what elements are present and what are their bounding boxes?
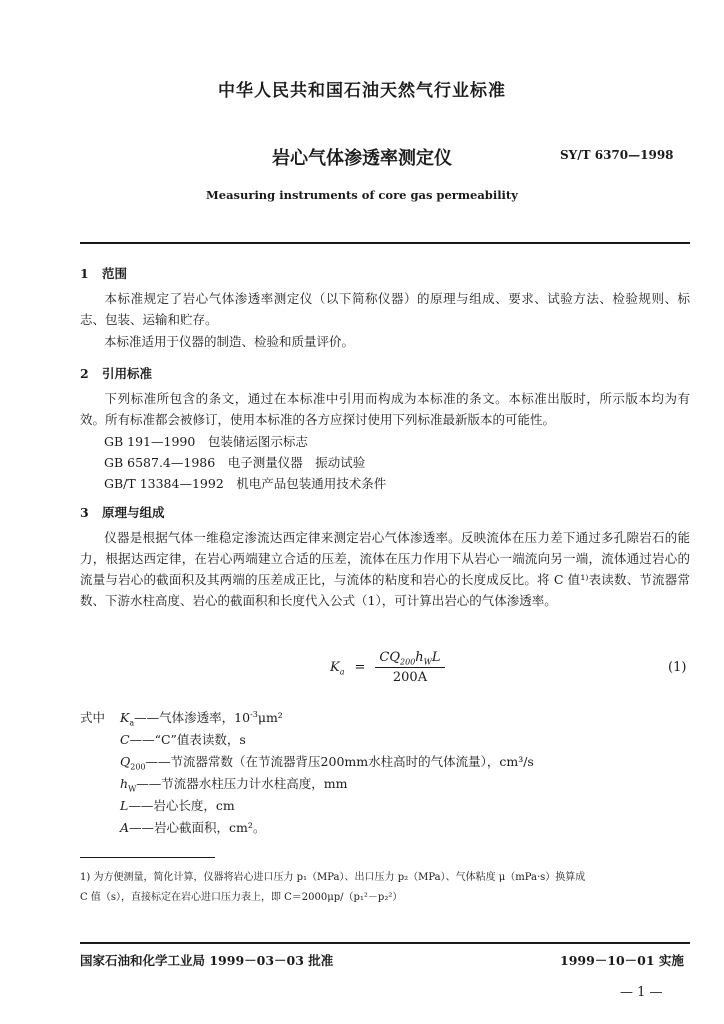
section-3-paragraph: 仪器是根据气体一维稳定渗流达西定律来测定岩心气体渗透率。反映流体在压力差下通过多孔隙岩石的能力，根据达西定律，在岩心两端建立合适的压差，流体在压力作用下从岩心一端流向另一端，流体通过岩心的流量与岩心的截面积及其两端的压差成正比，与流体的粘度和岩心的长度成反比。将 C 值¹⁾表读数、节流器常数、下游水柱高度、岩心的截面积和长度代入公式（1），可计算出岩心的气体渗透率。 [80,530,690,608]
formula-number: (1) [668,660,687,675]
document-title: 岩心气体渗透率测定仪 [272,148,452,169]
formula-denominator: 200A [392,670,428,685]
section-title: 范围 [102,266,128,281]
section-title: 原理与组成 [102,505,165,520]
footnote-line: C 值（s），直接标定在岩心进口压力表上，即 C＝2000μp/（p₁²－p₂²） [80,892,403,903]
document-title-english: Measuring instruments of core gas permeability [206,188,518,202]
standard-code: SY/T 6370—1998 [560,148,674,162]
industry-standard-title: 中华人民共和国石油天然气行业标准 [218,81,506,101]
effective-date: 1999－10－01 实施 [560,953,684,968]
page-number: — 1 — [620,985,663,1000]
formula-fraction [375,650,444,685]
permeability-formula [330,650,445,685]
where-label: 式中 [80,710,106,725]
section-title: 引用标准 [102,366,153,381]
footer-rule [80,942,690,944]
section-3-heading [80,503,165,521]
section-1-paragraph: 本标准适用于仪器的制造、检验和质量评价。 [104,334,355,349]
variable-definition: $h_W——$节流器水柱压力计水柱高度，mm [120,776,348,794]
variable-definition: A——岩心截面积，cm²。 [120,820,266,835]
section-2-heading [80,364,152,382]
reference-item: GB 6587.4—1986 电子测量仪器 振动试验 [104,455,366,470]
approval-note: 国家石油和化学工业局 1999－03－03 批准 [80,953,334,968]
variable-definition: $Q_{200}——$节流器常数（在节流器背压200mm水柱高时的气体流量），cm³/s [120,754,534,772]
section-2-paragraph: 下列标准所包含的条文，通过在本标准中引用而构成为本标准的条文。本标准出版时，所示版本均为有效。所有标准都会被修订，使用本标准的各方应探讨使用下列标准最新版本的可能性。 [80,391,690,427]
variable-definition: C——“C”值表读数，s [120,732,246,747]
formula-lhs: $K_a$ [330,660,345,677]
reference-item: GB/T 13384—1992 机电产品包装通用技术条件 [104,476,387,491]
header-rule [80,242,690,244]
reference-item: GB 191—1990 包装储运图示标志 [104,434,308,449]
section-1-paragraph: 本标准规定了岩心气体渗透率测定仪（以下简称仪器）的原理与组成、要求、试验方法、检验规则、标志、包装、运输和贮存。 [80,291,690,327]
section-number: 2 [80,366,89,381]
variable-definition: $K_a——$气体渗透率，$10^{-3}\mu m^2$ [120,709,283,728]
footnote-rule [80,857,215,858]
formula-equals: = [354,660,366,675]
section-number: 1 [80,266,89,281]
section-number: 3 [80,505,89,520]
section-1-heading [80,264,127,282]
formula-numerator: $CQ_{200}h_WL$ [375,650,444,668]
footnote-line: 1) 为方便测量，简化计算，仪器将岩心进口压力 p₁（MPa）、出口压力 p₂（MPa）、气体粘度 μ（mPa·s）换算成 [80,872,586,883]
variable-definition: L——岩心长度，cm [120,798,235,813]
